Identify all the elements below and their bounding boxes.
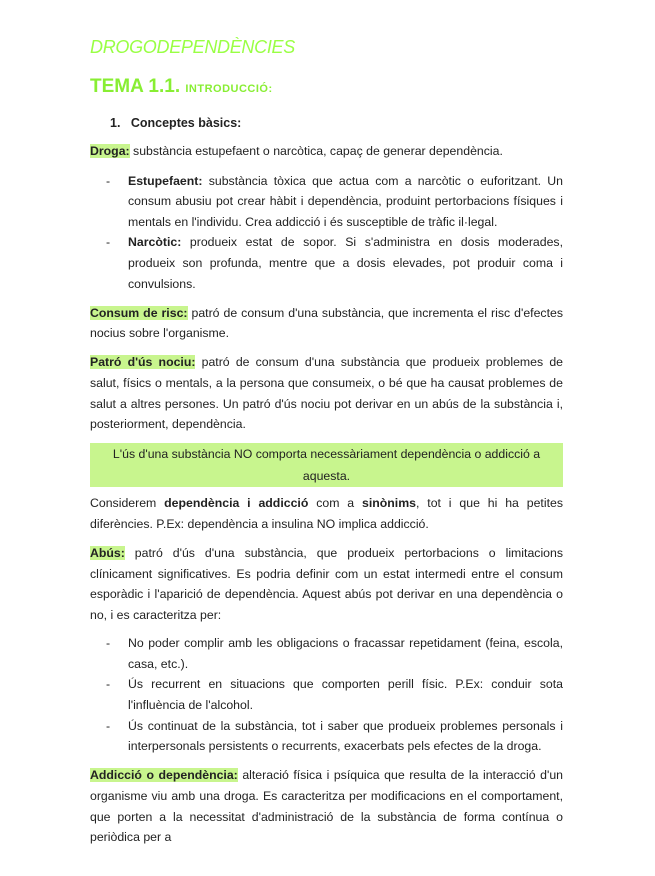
definition-abus: [90, 543, 563, 757]
list-item: - No poder complir amb les obligacions o fracassar repetidament (feina, escola, casa, etc.).: [90, 633, 563, 674]
topic-number: TEMA 1.1.: [90, 76, 181, 97]
item-text: substància tòxica que actua com a narcòtic o euforitzant. Un consum abusiu pot crear hàbit i dependència, produint pertorbacions físiques i mentals en l'individu. Crea addicció i és susceptible de tràfic il·legal.: [128, 173, 563, 229]
abus-list: [90, 633, 563, 757]
text: Considerem: [90, 496, 165, 511]
section-label: Conceptes bàsics:: [130, 116, 242, 130]
term-droga: Droga:: [90, 144, 130, 158]
topic-heading: [90, 75, 563, 101]
topic-name: INTRODUCCIÓ:: [185, 83, 273, 95]
definition-patro: [90, 352, 563, 434]
considerem-paragraph: [90, 493, 563, 534]
definition-text: patró d'ús d'una substància, que produeix pertorbacions o limitacions clínicament significatives. Es podria definir com un estat intermedi entre el consum esporàdic i l'aparició de dependència. Aquest abús pot derivar en una dependència o no, i es caracteritza per:: [90, 545, 563, 622]
highlight-note: L'ús d'una substància NO comporta necessàriament dependència o addicció a aquesta.: [90, 443, 563, 487]
list-item: [90, 232, 563, 294]
term-abus: Abús:: [90, 545, 125, 560]
definition-text: patró de consum d'una substància, que incrementa el risc d'efectes nocius sobre l'organisme.: [90, 305, 563, 341]
list-item: [90, 171, 563, 233]
document-page: [90, 0, 563, 876]
term: Estupefaent:: [128, 173, 203, 188]
text: com a: [308, 496, 363, 511]
document-title: DROGODEPENDÈNCIES: [90, 37, 295, 57]
text: , tot i que hi ha petites diferències. P.Ex: dependència a insulina NO implica addicció.: [90, 496, 563, 531]
definition-text: patró de consum d'una substància que produeix problemes de salut, físics o mentals, a la persona que consumeix, o bé que ha causat problemes de salut a altres persones. Un patró d'ús nociu pot derivar en un abús de la substància i, posteriorment, dependència.: [90, 355, 563, 432]
list-item: - Ús continuat de la substància, tot i saber que produeix problemes personals i interpersonals persistents o recurrents, exacerbats pels efectes de la droga.: [90, 716, 563, 757]
definition-consum-risc: [90, 303, 563, 344]
definition-text: alteració física i psíquica que resulta de la interacció d'un organisme viu amb una droga. Es caracteritza per modificacions en el comportament, que porten a la necessitat d'administració de la substància de forma contínua o periòdica per a: [90, 768, 563, 845]
bold-text: dependència i addicció: [164, 496, 309, 511]
bold-text: sinònims: [362, 496, 416, 511]
droga-list: [90, 171, 563, 295]
list-item: - Ús recurrent en situacions que comporten perill físic. P.Ex: conduir sota l'influència de l'alcohol.: [90, 674, 563, 715]
item-text: produeix estat de sopor. Si s'administra en dosis moderades, produeix son profunda, mentre que a dosis elevades, pot produir coma i convulsions.: [128, 235, 563, 291]
section-number: 1.: [110, 116, 121, 130]
term-patro: Patró d'ús nociu:: [90, 355, 196, 370]
term-consum-risc: Consum de risc:: [90, 305, 188, 320]
definition-text: substància estupefaent o narcòtica, capaç de generar dependència.: [129, 144, 503, 158]
section-heading: [110, 113, 563, 133]
definition-addiccio: [90, 765, 563, 847]
term-addiccio: Addicció o dependència:: [90, 768, 238, 783]
term: Narcòtic:: [128, 235, 182, 250]
definition-droga: [90, 141, 563, 294]
